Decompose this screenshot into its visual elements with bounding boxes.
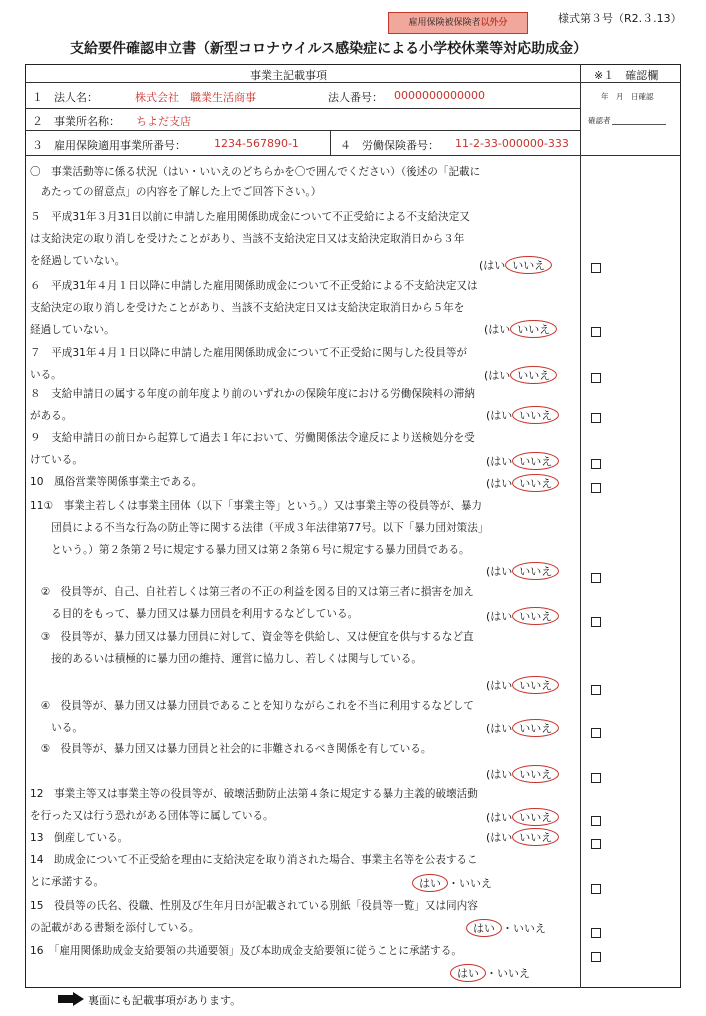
question-text: いる。 xyxy=(30,369,62,381)
question-text: ② 役員等が、自己、自社若しくは第三者の不正の利益を図る目的又は第三者に損害を加え xyxy=(30,586,474,598)
question-text: けている。 xyxy=(30,454,83,466)
answer-no[interactable]: いいえ xyxy=(512,562,559,580)
intro-line: あたっての留意点」の内容を了解した上でご回答下さい。） xyxy=(30,186,322,198)
corp-number-label: 法人番号： xyxy=(328,91,383,104)
confirm-checkbox[interactable] xyxy=(591,459,601,469)
corp-number-value: 0000000000000 xyxy=(394,89,485,102)
answer-no[interactable]: いいえ xyxy=(497,967,530,980)
footer-note: 裏面にも記載事項があります。 xyxy=(88,994,242,1007)
question-text: 12 事業主等又は事業主等の役員等が、破壊活動防止法第４条に規定する暴力主義的破壊活動 xyxy=(30,788,478,800)
intro-line: 〇 事業活動等に係る状況（はい・いいえのどちらかを〇で囲んでください）（後述の「記載に xyxy=(30,166,481,178)
answer-choice[interactable] xyxy=(466,919,546,937)
question-text: とに承諾する。 xyxy=(30,876,105,888)
arrow-right-icon xyxy=(58,992,84,1006)
answer-choice[interactable]: (はい いいえ xyxy=(486,474,559,492)
answer-yes[interactable]: はい xyxy=(488,369,511,382)
answer-no[interactable]: いいえ xyxy=(512,406,559,424)
stamp-suffix: 以外分 xyxy=(480,18,508,28)
answer-separator[interactable]: ・ xyxy=(486,967,497,980)
answer-yes[interactable]: はい xyxy=(483,259,506,272)
confirm-checkbox[interactable] xyxy=(591,685,601,695)
confirm-checkbox[interactable] xyxy=(591,884,601,894)
answer-no[interactable]: いいえ xyxy=(512,719,559,737)
column-divider xyxy=(580,64,581,988)
question-text: 16 「雇用関係助成金支給要領の共通要領」及び本助成金支給要領に従うことに承諾する。 xyxy=(30,945,462,957)
question-text: 15 役員等の氏名、役職、性別及び生年月日が記載されている別紙「役員等一覧」又は同内容 xyxy=(30,900,478,912)
divider xyxy=(25,82,681,83)
confirm-checkbox[interactable] xyxy=(591,573,601,583)
confirm-checkbox[interactable] xyxy=(591,327,601,337)
labor-insurance-number: 11-2-33-000000-333 xyxy=(455,137,569,150)
divider xyxy=(25,155,681,156)
question-text: ８ 支給申請日の属する年度の前年度より前のいずれかの保険年度における労働保険料の滞納 xyxy=(30,388,475,400)
answer-yes[interactable]: はい xyxy=(490,811,513,824)
answer-separator[interactable]: ・ xyxy=(502,922,513,935)
question-text: 支給決定の取り消しを受けたことがあり、当該不支給決定日又は支給決定取消日から５年を xyxy=(30,302,465,314)
question-text: ５ 平成31年３月31日以前に申請した雇用関係助成金について不正受給による不支給決定又 xyxy=(30,211,470,223)
question-text: ③ 役員等が、暴力団又は暴力団員に対して、資金等を供給し、又は便宜を供与するなど直 xyxy=(30,631,474,643)
answer-no[interactable]: いいえ xyxy=(512,765,559,783)
applicant-section-header: 事業主記載事項 xyxy=(250,69,327,82)
answer-choice[interactable]: (はい いいえ xyxy=(486,607,559,625)
non-insured-stamp xyxy=(388,12,528,34)
answer-separator[interactable]: ・ xyxy=(448,877,459,890)
answer-no[interactable]: いいえ xyxy=(510,366,557,384)
confirm-checkbox[interactable] xyxy=(591,373,601,383)
answer-no[interactable]: いいえ xyxy=(459,877,492,890)
answer-no[interactable]: いいえ xyxy=(512,808,559,826)
answer-yes[interactable]: はい xyxy=(490,831,513,844)
question-text: を行った又は行う恐れがある団体等に属している。 xyxy=(30,810,274,822)
confirm-checkbox[interactable] xyxy=(591,952,601,962)
form-number: 様式第３号（R2.３.13） xyxy=(558,12,682,25)
column-divider xyxy=(330,130,331,155)
answer-yes[interactable]: はい xyxy=(490,477,513,490)
page-title: 支給要件確認申立書（新型コロナウイルス感染症による小学校休業等対応助成金） xyxy=(70,41,588,57)
stamp-text: 雇用保険被保険者 xyxy=(408,18,481,28)
answer-choice[interactable]: (はい いいえ xyxy=(486,808,559,826)
confirm-person-line xyxy=(612,124,666,125)
confirm-checkbox[interactable] xyxy=(591,728,601,738)
question-text: の記載がある書類を添付している。 xyxy=(30,922,200,934)
question-text: 団員による不当な行為の防止等に関する法律（平成３年法律第77号。以下「暴力団対策法」 xyxy=(30,522,489,534)
answer-yes[interactable]: はい xyxy=(490,768,513,781)
answer-no[interactable]: いいえ xyxy=(512,828,559,846)
confirm-checkbox[interactable] xyxy=(591,617,601,627)
answer-yes[interactable]: はい xyxy=(490,455,513,468)
labor-insurance-label: ４ 労働保険番号： xyxy=(340,139,439,152)
confirm-date-label: 年 月 日確認 xyxy=(601,92,654,101)
answer-choice[interactable]: (はい いいえ xyxy=(486,406,559,424)
question-text: ６ 平成31年４月１日以降に申請した雇用関係助成金について不正受給による不支給決定又は xyxy=(30,280,478,292)
answer-yes[interactable]: はい xyxy=(488,323,511,336)
answer-choice[interactable]: (はい いいえ xyxy=(486,828,559,846)
answer-choice[interactable]: (はい いいえ xyxy=(486,562,559,580)
confirm-checkbox[interactable] xyxy=(591,413,601,423)
question-text: は支給決定の取り消しを受けたことがあり、当該不支給決定日又は支給決定取消日から３年 xyxy=(30,233,465,245)
answer-no[interactable]: いいえ xyxy=(512,452,559,470)
answer-yes[interactable]: はい xyxy=(450,964,486,982)
confirm-checkbox[interactable] xyxy=(591,483,601,493)
answer-yes[interactable]: はい xyxy=(490,610,513,623)
question-text: 接的あるいは積極的に暴力団の維持、運営に協力し、若しくは関与している。 xyxy=(30,653,422,665)
answer-yes[interactable]: はい xyxy=(490,409,513,422)
employment-insurance-number: 1234-567890-1 xyxy=(214,137,299,150)
office-name-label: ２ 事業所名称： xyxy=(32,115,120,128)
office-name-value: ちよだ支店 xyxy=(136,115,191,128)
answer-yes[interactable]: はい xyxy=(412,874,448,892)
answer-no[interactable]: いいえ xyxy=(513,922,546,935)
divider xyxy=(25,108,581,109)
question-text: ⑤ 役員等が、暴力団又は暴力団員と社会的に非難されるべき関係を有している。 xyxy=(30,743,432,755)
answer-yes[interactable]: はい xyxy=(490,679,513,692)
question-text: がある。 xyxy=(30,410,73,422)
answer-no[interactable]: いいえ xyxy=(512,676,559,694)
confirm-checkbox[interactable] xyxy=(591,263,601,273)
question-text: を経過していない。 xyxy=(30,255,126,267)
answer-choice[interactable] xyxy=(450,964,530,982)
answer-choice[interactable]: (はい いいえ xyxy=(486,719,559,737)
answer-yes[interactable]: はい xyxy=(490,722,513,735)
answer-choice[interactable]: (はい いいえ xyxy=(486,452,559,470)
answer-choice[interactable] xyxy=(412,874,492,892)
question-text: 14 助成金について不正受給を理由に支給決定を取り消された場合、事業主名等を公表するこ xyxy=(30,854,478,866)
confirm-checkbox[interactable] xyxy=(591,839,601,849)
divider xyxy=(25,130,581,131)
answer-no[interactable]: いいえ xyxy=(505,256,552,274)
confirm-column-header: ※１ 確認欄 xyxy=(594,69,659,82)
question-text: ９ 支給申請日の前日から起算して過去１年において、労働関係法令違反により送検処分を受 xyxy=(30,432,475,444)
corp-name-value: 株式会社 職業生活商事 xyxy=(135,91,256,104)
answer-choice[interactable]: (はい いいえ xyxy=(484,320,557,338)
answer-choice[interactable]: (はい いいえ xyxy=(484,366,557,384)
confirm-checkbox[interactable] xyxy=(591,928,601,938)
question-text: 10 風俗営業等関係事業主である。 xyxy=(30,476,203,488)
confirm-checkbox[interactable] xyxy=(591,816,601,826)
question-text: 13 倒産している。 xyxy=(30,832,129,844)
answer-no[interactable]: いいえ xyxy=(512,607,559,625)
question-text: る目的をもって、暴力団又は暴力団員を利用するなどしている。 xyxy=(30,608,359,620)
answer-choice[interactable]: (はい いいえ xyxy=(479,256,552,274)
corp-name-label: １ 法人名： xyxy=(32,91,98,104)
answer-no[interactable]: いいえ xyxy=(510,320,557,338)
employment-insurance-label: ３ 雇用保険適用事業所番号： xyxy=(32,139,186,152)
confirm-person-label: 確認者 xyxy=(588,116,611,125)
question-text: ７ 平成31年４月１日以降に申請した雇用関係助成金について不正受給に関与した役員等が xyxy=(30,347,468,359)
answer-yes[interactable]: はい xyxy=(466,919,502,937)
question-text: 11① 事業主若しくは事業主団体（以下「事業主等」という。）又は事業主等の役員等が、暴力 xyxy=(30,500,483,512)
question-text: ④ 役員等が、暴力団又は暴力団員であることを知りながらこれを不当に利用するなどして xyxy=(30,700,474,712)
confirm-checkbox[interactable] xyxy=(591,773,601,783)
question-text: 経過していない。 xyxy=(30,324,115,336)
answer-choice[interactable]: (はい いいえ xyxy=(486,765,559,783)
question-text: いる。 xyxy=(30,722,83,734)
answer-choice[interactable]: (はい いいえ xyxy=(486,676,559,694)
answer-yes[interactable]: はい xyxy=(490,565,513,578)
answer-no[interactable]: いいえ xyxy=(512,474,559,492)
question-text: という。）第２条第２号に規定する暴力団又は第２条第６号に規定する暴力団員である。 xyxy=(30,544,470,556)
